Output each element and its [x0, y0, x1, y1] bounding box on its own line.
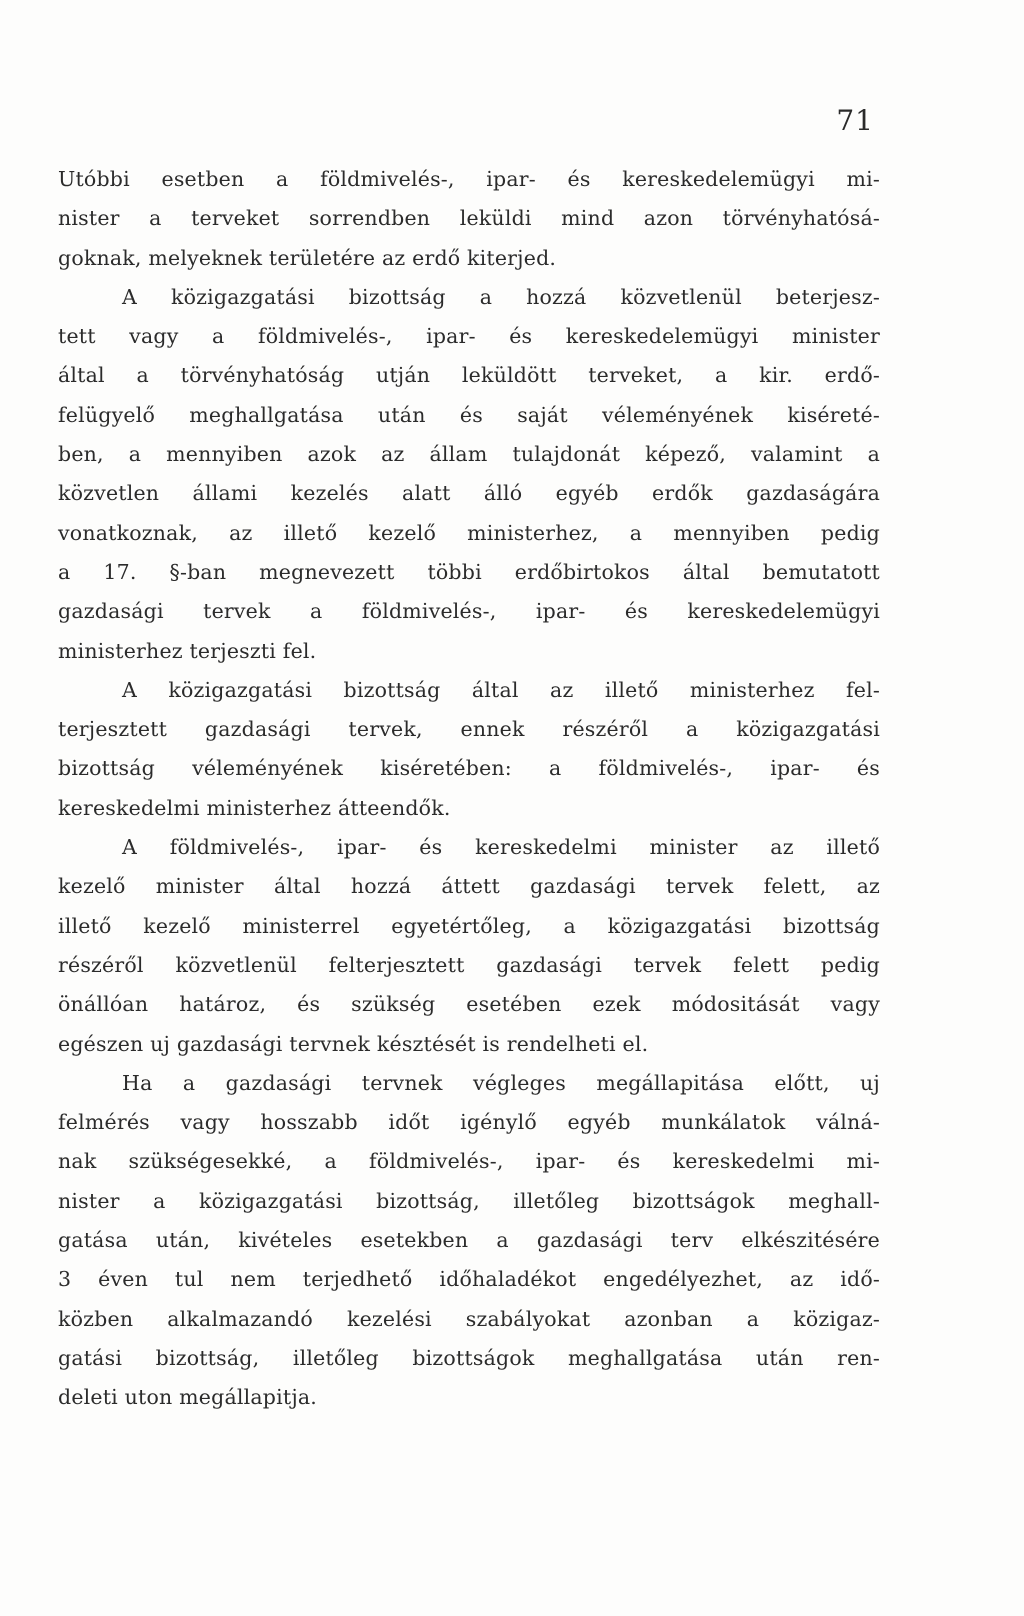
text-line: közvetlen állami kezelés alatt álló egyéb erdők gazdaságára [58, 481, 880, 506]
text-line: felügyelő meghallgatása után és saját véleményének kiséreté- [58, 402, 880, 427]
text-line: 3 éven tul nem terjedhető időhaladékot engedélyezhet, az idő- [58, 1267, 880, 1292]
text-line: illető kezelő ministerrel egyetértőleg, a közigazgatási bizottság [58, 913, 880, 938]
text-line: bizottság véleményének kiséretében: a földmivelés-, ipar- és [58, 756, 880, 781]
text-line: ben, a mennyiben azok az állam tulajdonát képező, valamint a [58, 442, 880, 467]
text-line: önállóan határoz, és szükség esetében ezek módositását vagy [58, 992, 880, 1017]
text-line: nister a közigazgatási bizottság, illetőleg bizottságok meghall- [58, 1188, 880, 1213]
text-line: nak szükségesekké, a földmivelés-, ipar- és kereskedelmi mi- [58, 1149, 880, 1174]
text-line: kezelő minister által hozzá áttett gazdasági tervek felett, az [58, 874, 880, 899]
text-line: egészen uj gazdasági tervnek késztését is rendelheti el. [58, 1031, 649, 1056]
text-line: által a törvényhatóság utján leküldött terveket, a kir. erdő- [58, 363, 880, 388]
text-line: a 17. §-ban megnevezett többi erdőbirtokos által bemutatott [58, 559, 880, 584]
text-line: gatási bizottság, illetőleg bizottságok meghallgatása után ren- [58, 1345, 880, 1370]
body-text [58, 160, 880, 1418]
text-line: deleti uton megállapitja. [58, 1385, 318, 1410]
text-line: Utóbbi esetben a földmivelés-, ipar- és kereskedelemügyi mi- [58, 167, 880, 191]
text-line: goknak, melyeknek területére az erdő kiterjed. [58, 245, 557, 270]
text-line: A közigazgatási bizottság által az illető ministerhez fel- [122, 677, 880, 702]
text-line: A földmivelés-, ipar- és kereskedelmi minister az illető [122, 835, 880, 860]
text-line: ministerhez terjeszti fel. [58, 638, 317, 663]
page-number: 71 [836, 104, 874, 137]
text-line: kereskedelmi ministerhez átteendők. [58, 795, 451, 820]
text-line: nister a terveket sorrendben leküldi mind azon törvényhatósá- [58, 206, 880, 231]
text-line: terjesztett gazdasági tervek, ennek részéről a közigazgatási [58, 717, 880, 742]
text-line: részéről közvetlenül felterjesztett gazdasági tervek felett pedig [58, 952, 880, 977]
text-line: tett vagy a földmivelés-, ipar- és kereskedelemügyi minister [58, 324, 880, 349]
text-line: felmérés vagy hosszabb időt igénylő egyéb munkálatok válná- [58, 1110, 880, 1135]
text-line: A közigazgatási bizottság a hozzá közvetlenül beterjesz- [122, 284, 880, 309]
text-line: gazdasági tervek a földmivelés-, ipar- és kereskedelemügyi [58, 599, 880, 624]
text-line: gatása után, kivételes esetekben a gazdasági terv elkészitésére [58, 1228, 880, 1253]
text-line: vonatkoznak, az illető kezelő ministerhez, a mennyiben pedig [58, 520, 880, 545]
text-line: Ha a gazdasági tervnek végleges megállapitása előtt, uj [122, 1070, 880, 1095]
text-line: közben alkalmazandó kezelési szabályokat azonban a közigaz- [58, 1306, 880, 1331]
